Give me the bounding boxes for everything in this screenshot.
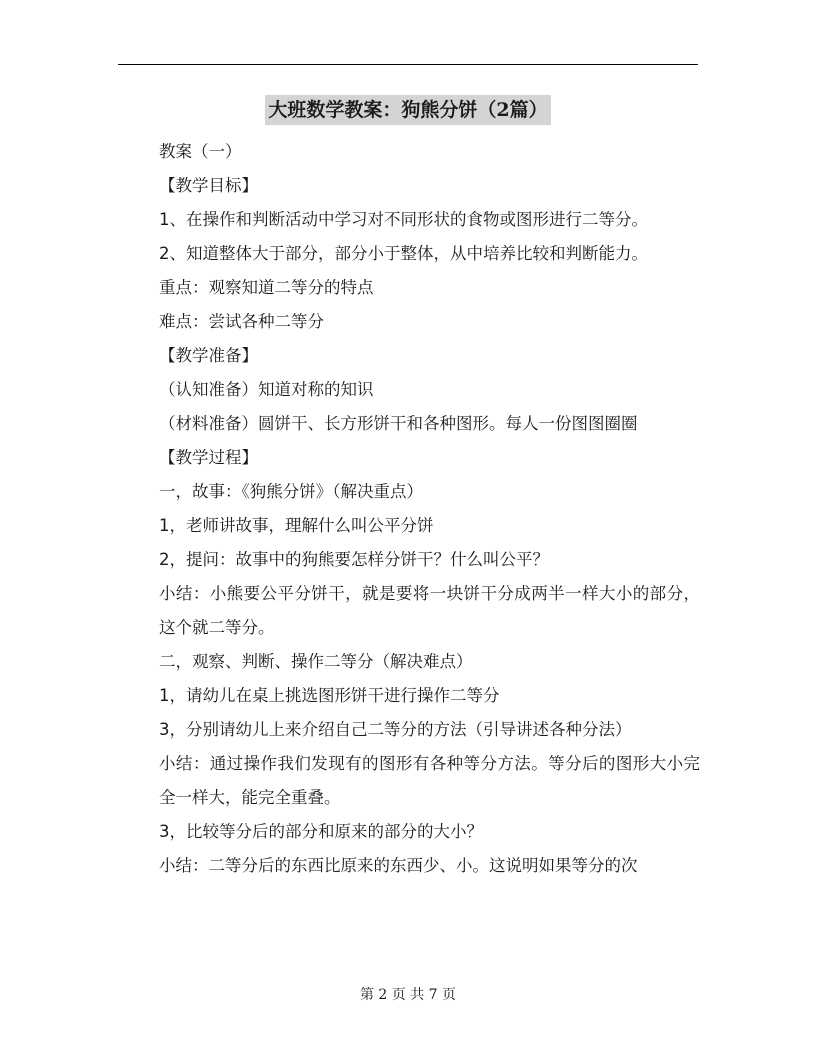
- paragraph: 2、知道整体大于部分，部分小于整体，从中培养比较和判断能力。: [159, 244, 648, 263]
- paragraph: 教案（一）: [159, 142, 242, 161]
- document-title: 大班数学教案：狗熊分饼（2篇）: [265, 95, 550, 125]
- header-rule: [118, 64, 698, 65]
- paragraph: 【教学准备】: [159, 346, 258, 365]
- paragraph: 1、在操作和判断活动中学习对不同形状的食物或图形进行二等分。: [159, 210, 648, 229]
- paragraph: 小结：通过操作我们发现有的图形有各种等分方法。等分后的图形大小完全一样大，能完全重叠。: [159, 754, 700, 807]
- paragraph: 二，观察、判断、操作二等分（解决难点）: [159, 652, 473, 671]
- paragraph: 难点：尝试各种二等分: [159, 312, 324, 331]
- paragraph: 小结：小熊要公平分饼干，就是要将一块饼干分成两半一样大小的部分，这个就二等分。: [159, 584, 700, 637]
- document-title-wrap: [0, 95, 816, 125]
- paragraph: 3，比较等分后的部分和原来的部分的大小？: [159, 822, 483, 841]
- paragraph: 2，提问：故事中的狗熊要怎样分饼干？什么叫公平？: [159, 550, 549, 569]
- document-body: [118, 135, 700, 883]
- paragraph: 一，故事：《狗熊分饼》（解决重点）: [159, 482, 423, 501]
- paragraph: 小结：二等分后的东西比原来的东西少、小。这说明如果等分的次: [159, 856, 638, 875]
- paragraph: 【教学过程】: [159, 448, 258, 467]
- paragraph: 1，请幼儿在桌上挑选图形饼干进行操作二等分: [159, 686, 500, 705]
- paragraph: 【教学目标】: [159, 176, 258, 195]
- paragraph: （认知准备）知道对称的知识: [159, 380, 374, 399]
- paragraph: 3，分别请幼儿上来介绍自己二等分的方法（引导讲述各种分法）: [159, 720, 632, 739]
- paragraph: 1，老师讲故事，理解什么叫公平分饼: [159, 516, 434, 535]
- paragraph: 重点：观察知道二等分的特点: [159, 278, 374, 297]
- page-footer: 第 2 页 共 7 页: [359, 987, 457, 1003]
- paragraph: （材料准备）圆饼干、长方形饼干和各种图形。每人一份图图圈圈: [159, 414, 638, 433]
